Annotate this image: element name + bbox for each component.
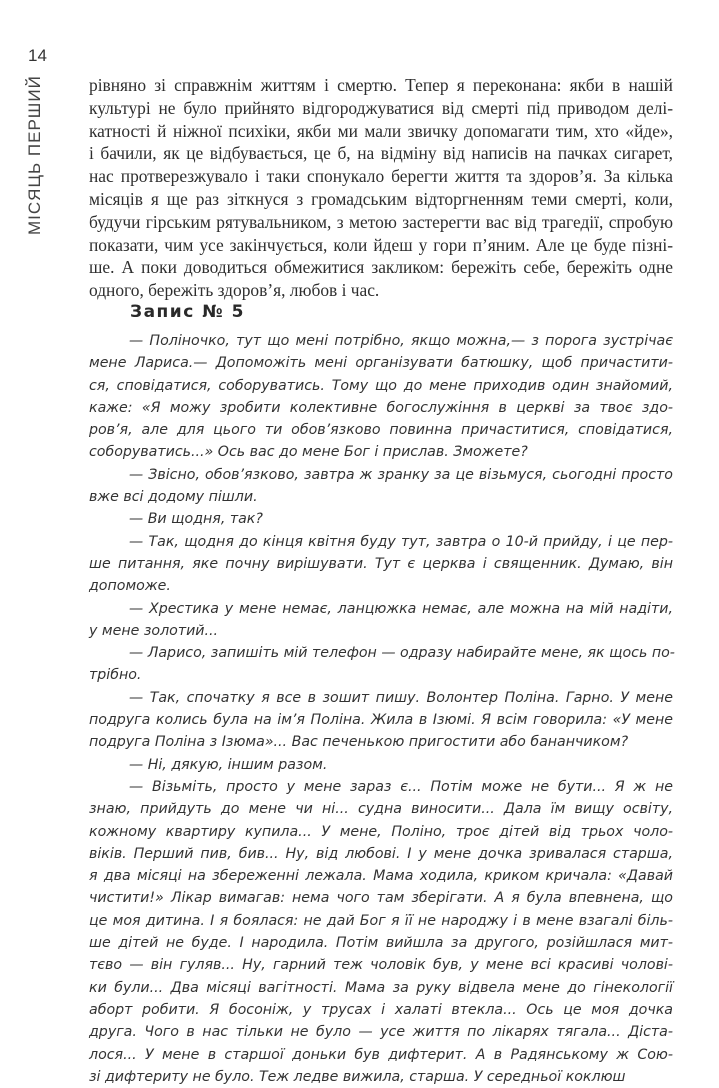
dialogue-line: ся, сповідатися, соборуватись. Тому що до мене приходив один знайомий, <box>89 377 673 394</box>
dialogue-line: — Хрестика у мене немає, ланцюжка немає, але можна на мій надіти, <box>129 600 673 617</box>
dialogue-paragraph <box>89 464 673 509</box>
text-line: нас протверезжувало і таки спонукало берегти життя та здоров’я. За кілька <box>89 166 673 187</box>
running-head: МІСЯЦЬ ПЕРШИЙ <box>25 75 44 235</box>
dialogue-line: знаю, прийдуть до мене чи ні... судна виносити... Дала їм вищу освіту, <box>89 801 673 818</box>
text-line: і бачили, як це відбувається, це б, на відміну від написів на пачках сигарет, <box>89 143 673 164</box>
dialogue-line: зі дифтериту не було. Теж ледве вижила, старша. У середньої коклюш <box>89 1068 626 1085</box>
dialogue-paragraph <box>89 508 673 530</box>
dialogue-line: віків. Перший пив, бив... Ну, від любові. І у мене дочка зривалася старша, <box>89 845 673 862</box>
section-title: Запис № 5 <box>130 302 245 322</box>
dialogue-line: — Так, щодня до кінця квітня буду тут, завтра о 10-й прийду, і це пер- <box>129 533 673 550</box>
dialogue-line: друга. Чого в нас тільки не було — усе життя по лікарях тягала... Діста- <box>89 1024 673 1041</box>
dialogue-line: — Поліночко, тут що мені потрібно, якщо можна,— з порога зустрічає <box>129 333 673 349</box>
dialogue-line: подруга колись була на ім’я Поліна. Жила в Ізюмі. Я всім говорила: «У мене <box>89 712 673 729</box>
dialogue-line: кожному квартиру купила... У мене, Поліно, троє дітей від трьох чоло- <box>89 823 673 840</box>
text-line: культурі не було прийнято відгороджуватися від смерті під приводом делі- <box>89 97 673 118</box>
dialogue-paragraph <box>89 642 673 687</box>
dialogue-line: трібно. <box>89 667 142 684</box>
text-line: показати, чим усе закінчується, коли йдеш у гори п’яним. Але це буде пізні- <box>89 234 673 255</box>
dialogue-line: чистити!» Лікар вимагав: нема чого там зберігати. А я була впевнена, що <box>89 890 673 907</box>
dialogue-line: ки були... Два місяці вагітності. Мама за руку відвела мене до гінекології <box>89 979 673 996</box>
text-line: місяців я ще раз зіткнуся з громадським відторгненням теми смерті, коли, <box>89 188 673 209</box>
dialogue-paragraph <box>89 598 673 643</box>
text-line: катності й ніжної психіки, якби ми мали звичку допомагати тим, хто «йде», <box>89 120 673 141</box>
dialogue-line: ше питання, яке почну вирішувати. Тут є церква і священник. Думаю, він <box>89 555 673 572</box>
dialogue-line: — Так, спочатку я все в зошит пишу. Волонтер Поліна. Гарно. У мене <box>129 689 673 706</box>
dialogue-line: допоможе. <box>89 578 171 595</box>
dialogue-block <box>89 330 673 1088</box>
dialogue-line: — Ви щодня, так? <box>129 511 263 528</box>
dialogue-line: тєво — він гуляв... Ну, гарний теж чоловік був, у мене всі красиві чолові- <box>89 957 673 974</box>
dialogue-line: ров’я, але для цього ти обов’язково повинна причаститися, сповідатися, <box>89 422 673 439</box>
text-line: ше. А поки доводиться обмежитися закликом: бережіть себе, бережіть одне <box>89 257 673 278</box>
dialogue-line: я два місяці на збереженні лежала. Мама ходила, криком кричала: «Давай <box>89 868 673 885</box>
dialogue-line: подруга Поліна з Ізюма»... Вас печенькою пригостити або бананчиком? <box>89 734 629 751</box>
dialogue-line: — Візьміть, просто у мене зараз є... Потім може не бути... Я ж не <box>129 778 673 795</box>
page-number: 14 <box>28 46 47 65</box>
text-line: одного, бережіть здоров’я, любов і час. <box>89 280 380 301</box>
dialogue-line: це моя дитина. І я боялася: не дай Бог я її не народжу і в мене взагалі біль- <box>89 912 673 929</box>
dialogue-line: каже: «Я можу зробити колективне богослужіння в церкві за твоє здо- <box>89 399 673 416</box>
dialogue-line: мене Лариса.— Допоможіть мені організувати батюшку, щоб причастити- <box>89 355 673 372</box>
dialogue-line: — Звісно, обов’язково, завтра ж зранку за це візьмуся, сьогодні просто <box>129 466 673 483</box>
dialogue-paragraph <box>89 330 673 464</box>
text-line: будучи гірським рятувальником, з метою застерегти вас від трагедії, спробую <box>89 211 673 232</box>
dialogue-line: аборт робити. Я босоніж, у трусах і халаті втекла... Ось це моя дочка <box>89 1001 673 1018</box>
text-line: рівняно зі справжнім життям і смертю. Тепер я переконана: якби в нашій <box>89 75 673 95</box>
intro-paragraph <box>89 74 673 302</box>
dialogue-paragraph <box>89 776 673 1088</box>
dialogue-line: у мене золотий... <box>89 622 219 639</box>
dialogue-paragraph <box>89 754 673 776</box>
dialogue-paragraph <box>89 687 673 754</box>
dialogue-paragraph <box>89 531 673 598</box>
dialogue-line: соборуватись...» Ось вас до мене Бог і прислав. Зможете? <box>89 444 528 461</box>
dialogue-line: вже всі додому пішли. <box>89 489 258 506</box>
dialogue-line: лося... У мене в старшої доньки був дифтерит. А в Радянському ж Сою- <box>89 1046 673 1063</box>
dialogue-line: ше дітей не буде. І народила. Потім вийшла за другого, розійшлася мит- <box>89 935 673 952</box>
dialogue-line: — Ларисо, запишіть мій телефон — одразу набирайте мене, як щось по- <box>129 645 675 662</box>
dialogue-line: — Ні, дякую, іншим разом. <box>129 756 328 773</box>
